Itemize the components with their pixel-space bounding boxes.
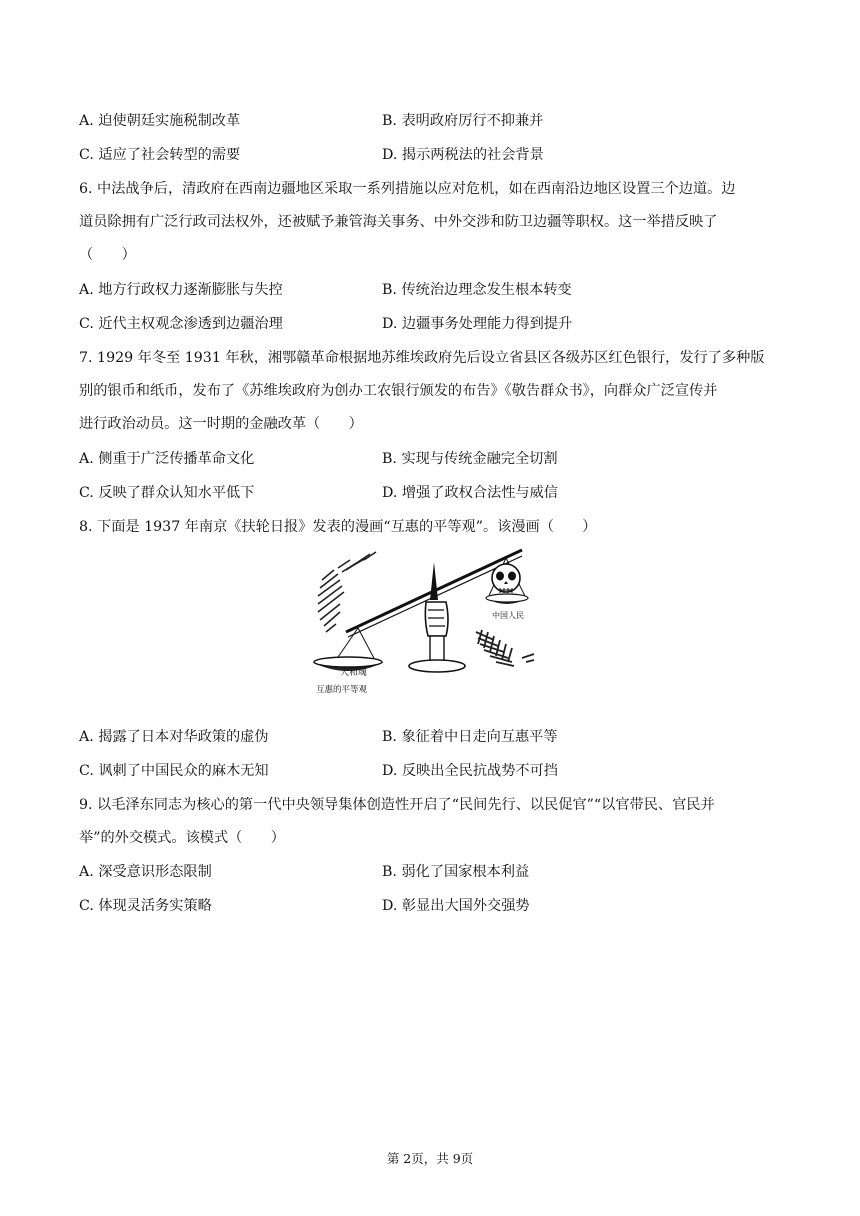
- left-pan-top: [314, 657, 382, 667]
- left-hatched-mass: [318, 552, 376, 632]
- page-footer: 第 2页，共 9页: [386, 1151, 474, 1166]
- q7-options-row-2: [79, 483, 779, 503]
- q6-option-d: D. 边疆事务处理能力得到提升: [382, 316, 573, 332]
- right-pan-label: 中国人民: [492, 611, 524, 620]
- q9-option-a: A. 深受意识形态限制: [79, 864, 212, 880]
- q7-option-d: D. 增强了政权合法性与威信: [382, 485, 558, 501]
- q9-options-row-1: [79, 862, 779, 882]
- q7-option-b: B. 实现与传统金融完全切割: [382, 451, 558, 467]
- q6-options-row-2: [79, 314, 779, 334]
- q8-option-b: B. 象征着中日走向互惠平等: [382, 729, 558, 745]
- right-pan-top: [486, 594, 528, 602]
- q9-options-row-2: [79, 896, 779, 916]
- q8-option-a: A. 揭露了日本对华政策的虚伪: [79, 729, 269, 745]
- q9-option-c: C. 体现灵活务实策略: [79, 898, 212, 914]
- cartoon-illustration: [300, 540, 540, 700]
- q5-option-b: B. 表明政府厉行不抑兼并: [382, 113, 544, 129]
- q7-stem-line-3: 进行政治动员。这一时期的金融改革（ ）: [79, 416, 363, 432]
- q6-stem-line-3: （ ）: [79, 247, 136, 263]
- q6-stem-line-1: 6. 中法战争后，清政府在西南边疆地区采取一系列措施以应对危机，如在西南沿边地区设置三个边道。边: [79, 181, 736, 197]
- q7-option-a: A. 侧重于广泛传播革命文化: [79, 451, 255, 467]
- q8-stem-line-1: 8. 下面是 1937 年南京《扶轮日报》发表的漫画“互惠的平等观”。该漫画（ ）: [79, 519, 597, 535]
- q5-option-a: A. 迫使朝廷实施税制改革: [79, 113, 241, 129]
- q6-option-a: A. 地方行政权力逐渐膨胀与失控: [79, 282, 283, 298]
- q5-options-row-1: [79, 111, 779, 131]
- q8-options-row-1: [79, 727, 779, 747]
- q5-options-row-2: [79, 145, 779, 165]
- q8-options-row-2: [79, 761, 779, 781]
- q9-option-b: B. 弱化了国家根本利益: [382, 864, 530, 880]
- q9-stem-line-2: 举”的外交模式。该模式（ ）: [79, 830, 285, 846]
- skull-icon: [492, 564, 520, 593]
- q6-options-row-1: [79, 280, 779, 300]
- q6-option-b: B. 传统治边理念发生根本转变: [382, 282, 572, 298]
- cartoon-caption: 互惠的平等观: [316, 685, 368, 695]
- left-pan-label: 大和魂: [340, 668, 368, 678]
- fulcrum-hand-with-dagger: [409, 562, 465, 672]
- q7-option-c: C. 反映了群众认知水平低下: [79, 485, 255, 501]
- q7-options-row-1: [79, 449, 779, 469]
- right-hatched-mass: [476, 630, 534, 666]
- q6-option-c: C. 近代主权观念渗透到边疆治理: [79, 316, 283, 332]
- q9-stem-line-1: 9. 以毛泽东同志为核心的第一代中央领导集体创造性开启了“民间先行、以民促官”“以官带民、官民并: [79, 797, 715, 813]
- q6-stem-line-2: 道员除拥有广泛行政司法权外，还被赋予兼管海关事务、中外交涉和防卫边疆等职权。这一举措反映了: [79, 214, 718, 230]
- q8-option-d: D. 反映出全民抗战势不可挡: [382, 763, 558, 779]
- q5-option-d: D. 揭示两税法的社会背景: [382, 147, 544, 163]
- q8-option-c: C. 讽刺了中国民众的麻木无知: [79, 763, 269, 779]
- q7-stem-line-1: 7. 1929 年冬至 1931 年秋，湘鄂赣革命根据地苏维埃政府先后设立省县区各级苏区红色银行，发行了多种版: [79, 350, 765, 366]
- q9-option-d: D. 彰显出大国外交强势: [382, 898, 530, 914]
- q7-stem-line-2: 别的银币和纸币，发布了《苏维埃政府为创办工农银行颁发的布告》《敬告群众书》，向群众广泛宣传并: [79, 383, 718, 399]
- q5-option-c: C. 适应了社会转型的需要: [79, 147, 241, 163]
